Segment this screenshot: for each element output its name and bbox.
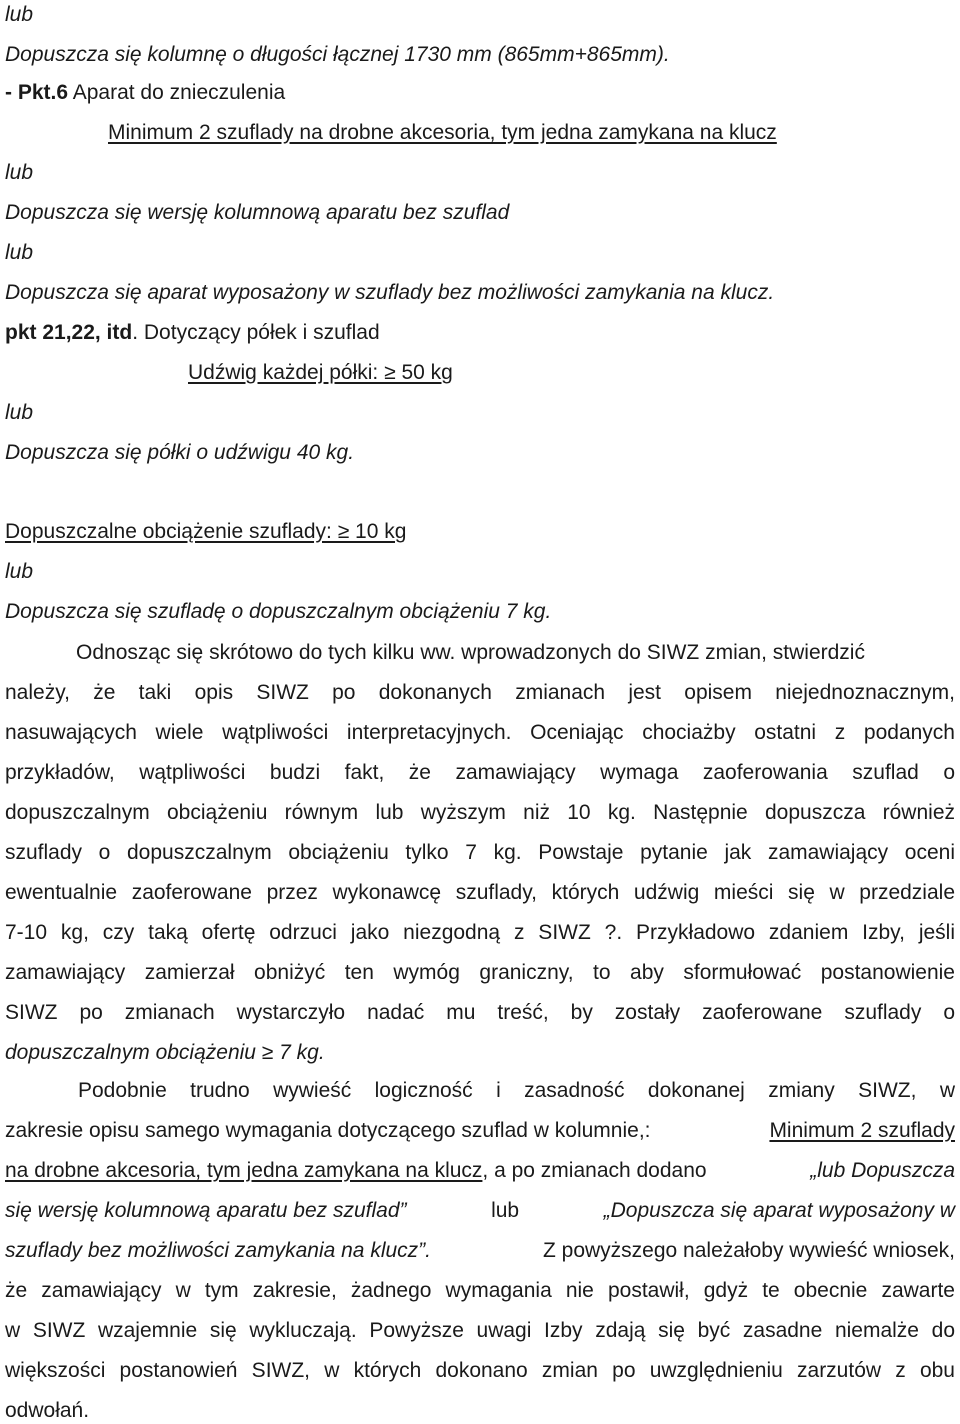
section-number: - Pkt.6 <box>5 81 69 104</box>
text-span: lub <box>491 1199 520 1222</box>
paragraph-line <box>5 1158 955 1184</box>
section-title: . Dotyczący półek i szuflad <box>132 321 380 344</box>
paragraph-line: SIWZ po zmianach wystarczyło nadać mu treść, by zostały zaoferowane szuflady o <box>5 1001 955 1024</box>
quoted-text: „lub Dopuszcza <box>810 1159 955 1182</box>
text-line: Dopuszcza się szufladę o dopuszczalnym obciążeniu 7 kg. <box>5 600 552 623</box>
paragraph-line: dopuszczalnym obciążeniu równym lub wyższym niż 10 kg. Następnie dopuszcza również <box>5 801 955 824</box>
paragraph-line: Podobnie trudno wywieść logiczność i zasadność dokonanej zmiany SIWZ, w <box>78 1079 955 1102</box>
paragraph-line <box>5 1118 955 1144</box>
text-line: lub <box>5 161 34 184</box>
text-span <box>5 1158 707 1184</box>
text-line: lub <box>5 3 34 26</box>
text-line: lub <box>5 401 34 424</box>
paragraph-line: że zamawiający w tym zakresie, żadnego wymagania nie postawił, gdyż te obecnie zawarte <box>5 1279 955 1302</box>
paragraph-line: dopuszczalnym obciążeniu ≥ 7 kg. <box>5 1041 325 1064</box>
paragraph-line: nasuwających wiele wątpliwości interpretacyjnych. Oceniając chociażby ostatni z podanych <box>5 721 955 744</box>
text-line: lub <box>5 241 34 264</box>
text-span: zakresie opisu samego wymagania dotyczącego szuflad w kolumnie,: <box>5 1119 651 1142</box>
quoted-requirement: na drobne akcesoria, tym jedna zamykana na klucz <box>5 1159 483 1182</box>
section-title: Aparat do znieczulenia <box>68 81 286 104</box>
quoted-text: szuflady bez możliwości zamykania na klucz”. <box>5 1239 431 1262</box>
paragraph-line: ewentualnie zaoferowane przez wykonawcę szuflady, których udźwig mieści się w przedziale <box>5 881 955 904</box>
paragraph-line <box>5 1238 955 1264</box>
text-span: , a po zmianach dodano <box>482 1159 707 1182</box>
paragraph-line: 7-10 kg, czy taką ofertę odrzuci jako niezgodną z SIWZ ?. Przykładowo zdaniem Izby, jeśli <box>5 921 955 944</box>
text-span: Z powyższego należałoby wywieść wniosek, <box>542 1239 955 1262</box>
quoted-text: „Dopuszcza się aparat wyposażony w <box>603 1199 955 1222</box>
quoted-text: się wersję kolumnową aparatu bez szuflad” <box>5 1199 407 1222</box>
paragraph-line: w SIWZ wzajemnie się wykluczają. Powyższe uwagi Izby zdają się być zasadne niemalże do <box>5 1319 955 1342</box>
text-line: Dopuszcza się półki o udźwigu 40 kg. <box>5 441 355 464</box>
text-line: Dopuszcza się aparat wyposażony w szuflady bez możliwości zamykania na klucz. <box>5 281 775 304</box>
requirement-text: Minimum 2 szuflady na drobne akcesoria, tym jedna zamykana na klucz <box>108 121 777 144</box>
paragraph-line <box>5 1198 955 1224</box>
paragraph-line: zamawiający zamierzał obniżyć ten wymóg graniczny, to aby sformułować postanowienie <box>5 961 955 984</box>
text-line: Dopuszcza się wersję kolumnową aparatu bez szuflad <box>5 201 510 224</box>
section-number: pkt 21,22, itd <box>5 321 133 344</box>
requirement-text: Udźwig każdej półki: ≥ 50 kg <box>188 361 453 384</box>
text-line: Dopuszcza się kolumnę o długości łącznej 1730 mm (865mm+865mm). <box>5 43 670 66</box>
paragraph-line: szuflady o dopuszczalnym obciążeniu tylko 7 kg. Powstaje pytanie jak zamawiający oceni <box>5 841 955 864</box>
section-heading <box>5 80 285 106</box>
paragraph-line: większości postanowień SIWZ, w których dokonano zmian po uwzględnieniu zarzutów z obu <box>5 1359 955 1382</box>
paragraph-line: przykładów, wątpliwości budzi fakt, że zamawiający wymaga zaoferowania szuflad o <box>5 761 955 784</box>
paragraph-line: Odnosząc się skrótowo do tych kilku ww. wprowadzonych do SIWZ zmian, stwierdzić <box>76 641 865 664</box>
section-heading <box>5 320 380 346</box>
requirement-text: Dopuszczalne obciążenie szuflady: ≥ 10 kg <box>5 520 407 543</box>
paragraph-line: należy, że taki opis SIWZ po dokonanych zmianach jest opisem niejednoznacznym, <box>5 681 955 704</box>
text-line: lub <box>5 560 34 583</box>
quoted-requirement: Minimum 2 szuflady <box>769 1119 955 1142</box>
paragraph-line: odwołań. <box>5 1399 90 1422</box>
